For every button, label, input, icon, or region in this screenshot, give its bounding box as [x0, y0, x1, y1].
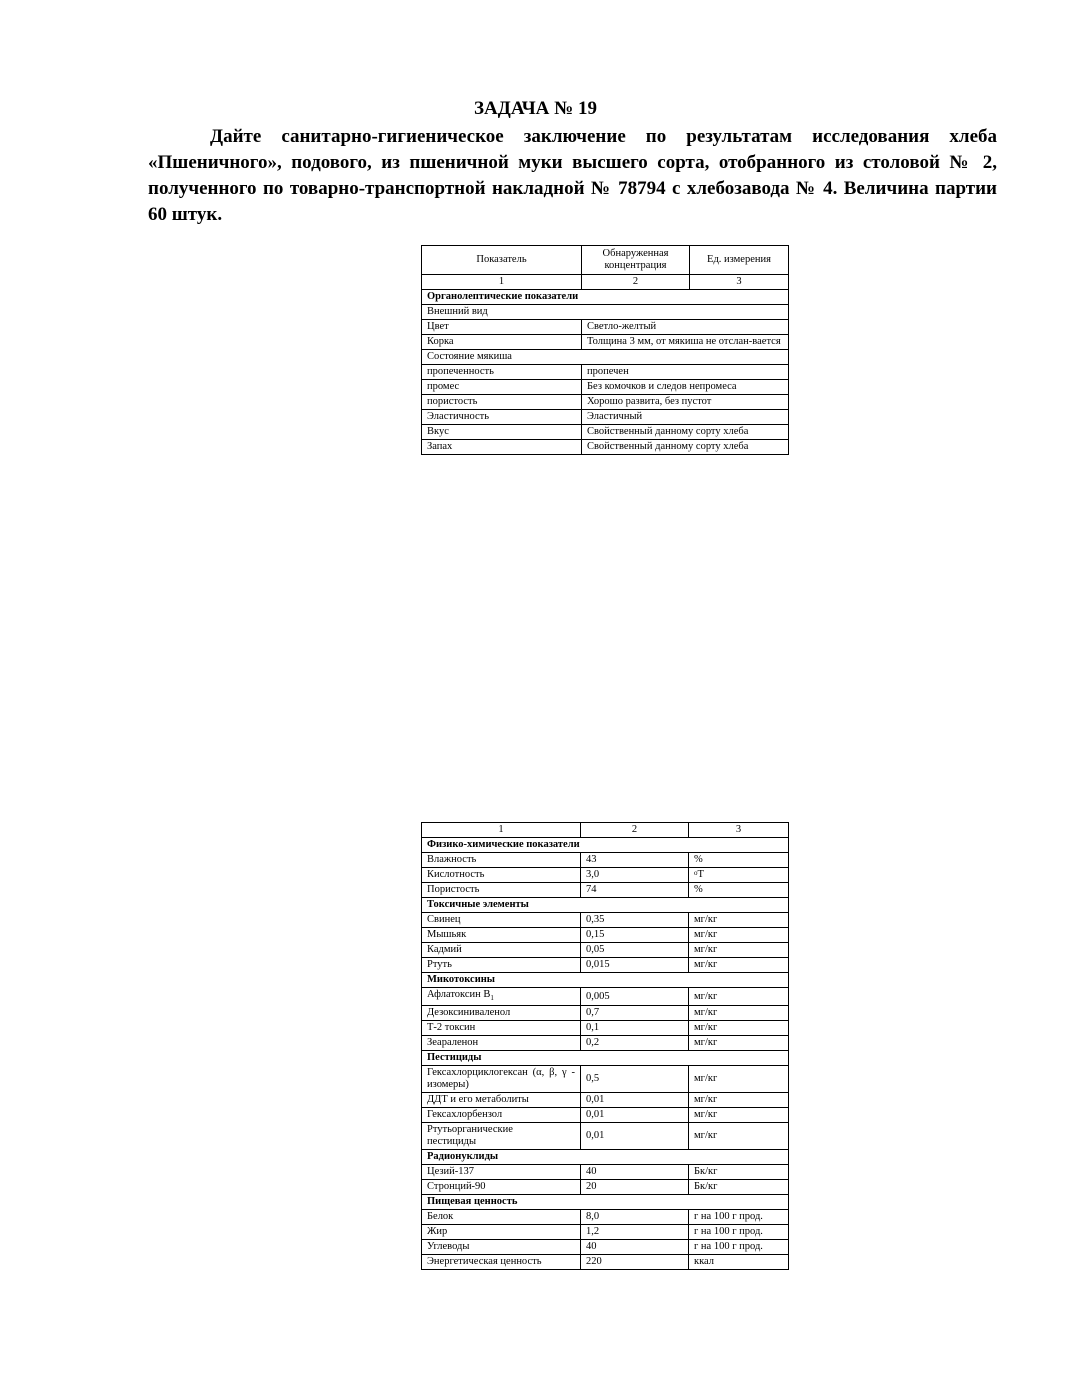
indicator-value: 1,2: [581, 1225, 689, 1240]
indicator-name: Вкус: [422, 425, 582, 440]
column-number-row: [422, 823, 789, 838]
table-row: [422, 853, 789, 868]
indicator-name: Эластичность: [422, 410, 582, 425]
indicator-value: 20: [581, 1180, 689, 1195]
indicator-name: Т-2 токсин: [422, 1021, 581, 1036]
indicator-unit: мг/кг: [689, 988, 789, 1006]
indicator-value: 0,01: [581, 1093, 689, 1108]
indicator-name: Цвет: [422, 320, 582, 335]
indicator-value: Эластичный: [582, 410, 789, 425]
section-title: Физико-химические показатели: [422, 838, 789, 853]
task-title: ЗАДАЧА № 19: [474, 98, 597, 119]
indicator-name: Запах: [422, 440, 582, 455]
indicator-value: 74: [581, 883, 689, 898]
indicator-name: Состояние мякиша: [422, 350, 789, 365]
indicator-name: Гексахлорбензол: [422, 1108, 581, 1123]
indicator-name: Углеводы: [422, 1240, 581, 1255]
indicator-value: Светло-желтый: [582, 320, 789, 335]
table-row: [422, 1036, 789, 1051]
indicator-name: Кислотность: [422, 868, 581, 883]
table-row: [422, 335, 789, 350]
indicator-value: 0,1: [581, 1021, 689, 1036]
indicator-name: Белок: [422, 1210, 581, 1225]
indicator-name: Мышьяк: [422, 928, 581, 943]
indicator-name: Влажность: [422, 853, 581, 868]
indicator-name: Зеараленон: [422, 1036, 581, 1051]
indicator-value: Без комочков и следов непромеса: [582, 380, 789, 395]
indicator-value: 43: [581, 853, 689, 868]
section-row: [422, 1150, 789, 1165]
organoleptic-table: [421, 245, 789, 455]
indicator-value: 40: [581, 1240, 689, 1255]
indicator-value: 40: [581, 1165, 689, 1180]
table-row: [422, 928, 789, 943]
indicator-unit: мг/кг: [689, 1006, 789, 1021]
indicator-name: Внешний вид: [422, 305, 789, 320]
table-row: [422, 883, 789, 898]
indicator-unit: мг/кг: [689, 1123, 789, 1150]
table-row: [422, 365, 789, 380]
indicator-value: 0,35: [581, 913, 689, 928]
section-row: [422, 898, 789, 913]
table-row: [422, 988, 789, 1006]
indicator-name: [422, 988, 581, 1006]
section-row: [422, 1195, 789, 1210]
table-row: [422, 1006, 789, 1021]
section-row: [422, 838, 789, 853]
section-title: Органолептические показатели: [422, 290, 789, 305]
section-row: [422, 290, 789, 305]
degree-superscript: о: [694, 869, 698, 877]
indicator-name: ДДТ и его метаболиты: [422, 1093, 581, 1108]
indicator-value: 0,01: [581, 1108, 689, 1123]
indicator-unit: мг/кг: [689, 1093, 789, 1108]
table-row: [422, 440, 789, 455]
indicator-value: 0,7: [581, 1006, 689, 1021]
table-row: [422, 913, 789, 928]
table-row: [422, 395, 789, 410]
indicator-value: 0,01: [581, 1123, 689, 1150]
indicator-unit: г на 100 г прод.: [689, 1240, 789, 1255]
indicator-value: 0,5: [581, 1066, 689, 1093]
table-row: [422, 868, 789, 883]
task-text: Дайте санитарно-гигиеническое заключение по результатам исследования хлеба «Пшеничного», подового, из пшеничной муки высшего сорта, отобранного из столовой № 2, полученного по товарно-транспортной накладной № 78794 с хлебозавода № 4. Величина партии 60 штук.: [148, 126, 997, 225]
indicator-value: 0,15: [581, 928, 689, 943]
table-row: [422, 1108, 789, 1123]
indicator-name: Корка: [422, 335, 582, 350]
indicator-name: Цезий-137: [422, 1165, 581, 1180]
indicator-name: Стронций-90: [422, 1180, 581, 1195]
indicator-unit: Бк/кг: [689, 1180, 789, 1195]
indicator-value: 0,05: [581, 943, 689, 958]
name-text: Афлатоксин В: [427, 989, 491, 1000]
indicator-value: Свойственный данному сорту хлеба: [582, 425, 789, 440]
indicator-value: 0,015: [581, 958, 689, 973]
table-row: [422, 1210, 789, 1225]
column-header: Ед. измерения: [690, 246, 789, 275]
indicator-name: Свинец: [422, 913, 581, 928]
table-row: [422, 1240, 789, 1255]
indicator-name: Ртуть: [422, 958, 581, 973]
table-header-row: [422, 246, 789, 275]
section-title: Пестициды: [422, 1051, 789, 1066]
indicator-unit: мг/кг: [689, 1036, 789, 1051]
section-row: [422, 973, 789, 988]
indicator-value: 8,0: [581, 1210, 689, 1225]
indicator-name: промес: [422, 380, 582, 395]
table-row: [422, 1066, 789, 1093]
table-row: [422, 1165, 789, 1180]
table-row: [422, 1180, 789, 1195]
indicator-value: 220: [581, 1255, 689, 1270]
section-title: Микотоксины: [422, 973, 789, 988]
indicator-unit: г на 100 г прод.: [689, 1225, 789, 1240]
indicator-name: Жир: [422, 1225, 581, 1240]
column-number: 2: [582, 275, 690, 290]
table-row: [422, 958, 789, 973]
indicator-unit: мг/кг: [689, 928, 789, 943]
indicator-unit: %: [689, 883, 789, 898]
indicator-unit: [689, 868, 789, 883]
indicator-name: Ртутьорганические пестициды: [422, 1123, 581, 1150]
indicator-name: Дезоксиниваленол: [422, 1006, 581, 1021]
indicator-name: Пористость: [422, 883, 581, 898]
table-row: [422, 380, 789, 395]
column-number: 2: [581, 823, 689, 838]
column-number: 3: [690, 275, 789, 290]
indicator-value: 0,2: [581, 1036, 689, 1051]
indicator-unit: мг/кг: [689, 1066, 789, 1093]
table-row: [422, 1093, 789, 1108]
indicator-value: 3,0: [581, 868, 689, 883]
table-row: [422, 943, 789, 958]
indicator-name: Гексахлорциклогексан (α, β, γ - изомеры): [422, 1066, 581, 1093]
column-number: 1: [422, 823, 581, 838]
indicator-value: Толщина 3 мм, от мякиша не отслан-вается: [582, 335, 789, 350]
section-row: [422, 1051, 789, 1066]
indicator-unit: мг/кг: [689, 958, 789, 973]
table-row: [422, 305, 789, 320]
section-title: Токсичные элементы: [422, 898, 789, 913]
column-number: 3: [689, 823, 789, 838]
indicator-unit: мг/кг: [689, 913, 789, 928]
column-header: Показатель: [422, 246, 582, 275]
physchem-table: [421, 822, 789, 1270]
name-subscript: 1: [490, 994, 494, 1003]
indicator-unit: мг/кг: [689, 943, 789, 958]
indicator-unit: %: [689, 853, 789, 868]
table-row: [422, 410, 789, 425]
table-row: [422, 425, 789, 440]
column-header: Обнаруженная концентрация: [582, 246, 690, 275]
table-row: [422, 1255, 789, 1270]
indicator-name: пористость: [422, 395, 582, 410]
unit-text: Т: [697, 869, 704, 880]
table-row: [422, 1225, 789, 1240]
indicator-name: Энергетическая ценность: [422, 1255, 581, 1270]
indicator-unit: Бк/кг: [689, 1165, 789, 1180]
table-row: [422, 1123, 789, 1150]
indicator-value: Свойственный данному сорту хлеба: [582, 440, 789, 455]
table-row: [422, 320, 789, 335]
indicator-value: пропечен: [582, 365, 789, 380]
section-title: Пищевая ценность: [422, 1195, 789, 1210]
indicator-name: пропеченность: [422, 365, 582, 380]
indicator-value: Хорошо развита, без пустот: [582, 395, 789, 410]
column-number-row: [422, 275, 789, 290]
table-row: [422, 350, 789, 365]
indicator-unit: мг/кг: [689, 1108, 789, 1123]
indicator-unit: ккал: [689, 1255, 789, 1270]
indicator-name: Кадмий: [422, 943, 581, 958]
indicator-unit: мг/кг: [689, 1021, 789, 1036]
indicator-value: 0,005: [581, 988, 689, 1006]
section-title: Радионуклиды: [422, 1150, 789, 1165]
table-row: [422, 1021, 789, 1036]
column-number: 1: [422, 275, 582, 290]
indicator-unit: г на 100 г прод.: [689, 1210, 789, 1225]
